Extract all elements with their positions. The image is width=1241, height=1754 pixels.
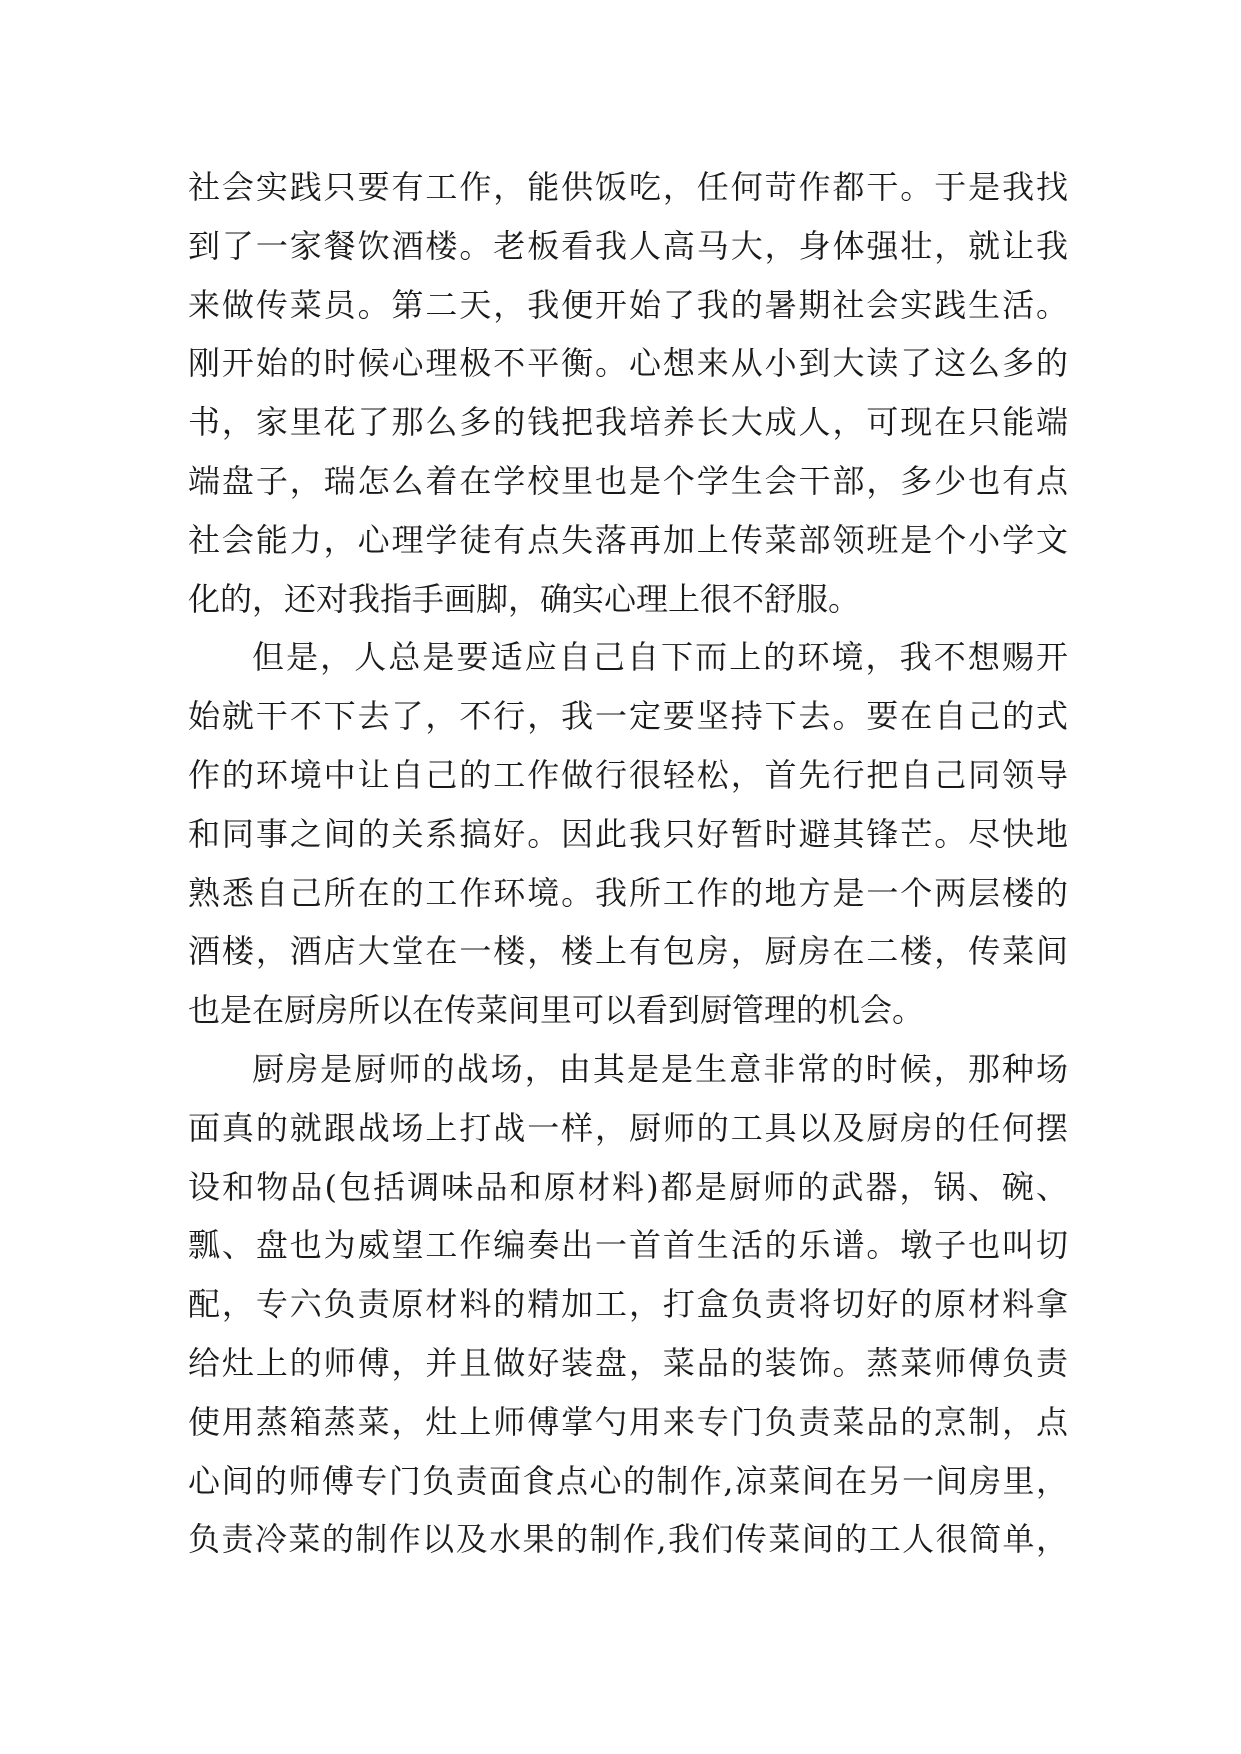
text-line: 心间的师傅专门负责面食点心的制作,凉菜间在另一间房里，: [188, 1461, 1068, 1500]
text-line: 厨房是厨师的战场，由其是是生意非常的时候，那种场: [252, 1049, 1068, 1088]
text-line: 也是在厨房所以在传菜间里可以看到厨管理的机会。: [188, 991, 925, 1030]
text-line: 配，专六负责原材料的精加工，打盒负责将切好的原材料拿: [188, 1285, 1068, 1324]
text-line: 端盘子，瑞怎么着在学校里也是个学生会干部，多少也有点: [188, 461, 1068, 500]
text-line: 瓢、盘也为威望工作编奏出一首首生活的乐谱。墩子也叫切: [188, 1226, 1068, 1265]
text-line: 负责冷菜的制作以及水果的制作,我们传菜间的工人很简单，: [188, 1520, 1068, 1559]
text-line: 和同事之间的关系搞好。因此我只好暂时避其锋芒。尽快地: [188, 814, 1068, 853]
text-line: 设和物品(包括调味品和原材料)都是厨师的武器，锅、碗、: [188, 1167, 1068, 1206]
text-line: 使用蒸箱蒸菜，灶上师傅掌勺用来专门负责菜品的烹制，点: [188, 1402, 1068, 1441]
text-line: 给灶上的师傅，并且做好装盘，菜品的装饰。蒸菜师傅负责: [188, 1343, 1068, 1382]
paragraph-3: [188, 1040, 1068, 1569]
text-line: 面真的就跟战场上打战一样，厨师的工具以及厨房的任何摆: [188, 1108, 1068, 1147]
text-line: 化的，还对我指手画脚，确实心理上很不舒服。: [188, 579, 861, 618]
text-line: 社会能力，心理学徒有点失落再加上传菜部领班是个小学文: [188, 520, 1068, 559]
text-line: 始就干不下去了，不行，我一定要坚持下去。要在自己的式: [188, 697, 1068, 736]
text-line: 但是，人总是要适应自己自下而上的环境，我不想赐开: [252, 638, 1068, 677]
text-line: 社会实践只要有工作，能供饭吃，任何苛作都干。于是我找: [188, 168, 1068, 206]
paragraph-2: [188, 628, 1068, 1040]
text-line: 到了一家餐饮酒楼。老板看我人高马大，身体强壮，就让我: [188, 226, 1068, 265]
text-line: 刚开始的时候心理极不平衡。心想来从小到大读了这么多的: [188, 344, 1068, 383]
text-line: 酒楼，酒店大堂在一楼，楼上有包房，厨房在二楼，传菜间: [188, 932, 1068, 971]
text-line: 来做传菜员。第二天，我便开始了我的暑期社会实践生活。: [188, 285, 1068, 324]
paragraph-1: [188, 158, 1068, 628]
text-line: 熟悉自己所在的工作环境。我所工作的地方是一个两层楼的: [188, 873, 1068, 912]
document-body: [188, 158, 1068, 1569]
text-line: 作的环境中让自己的工作做行很轻松，首先行把自己同领导: [188, 755, 1068, 794]
text-line: 书，家里花了那么多的钱把我培养长大成人，可现在只能端: [188, 403, 1068, 442]
